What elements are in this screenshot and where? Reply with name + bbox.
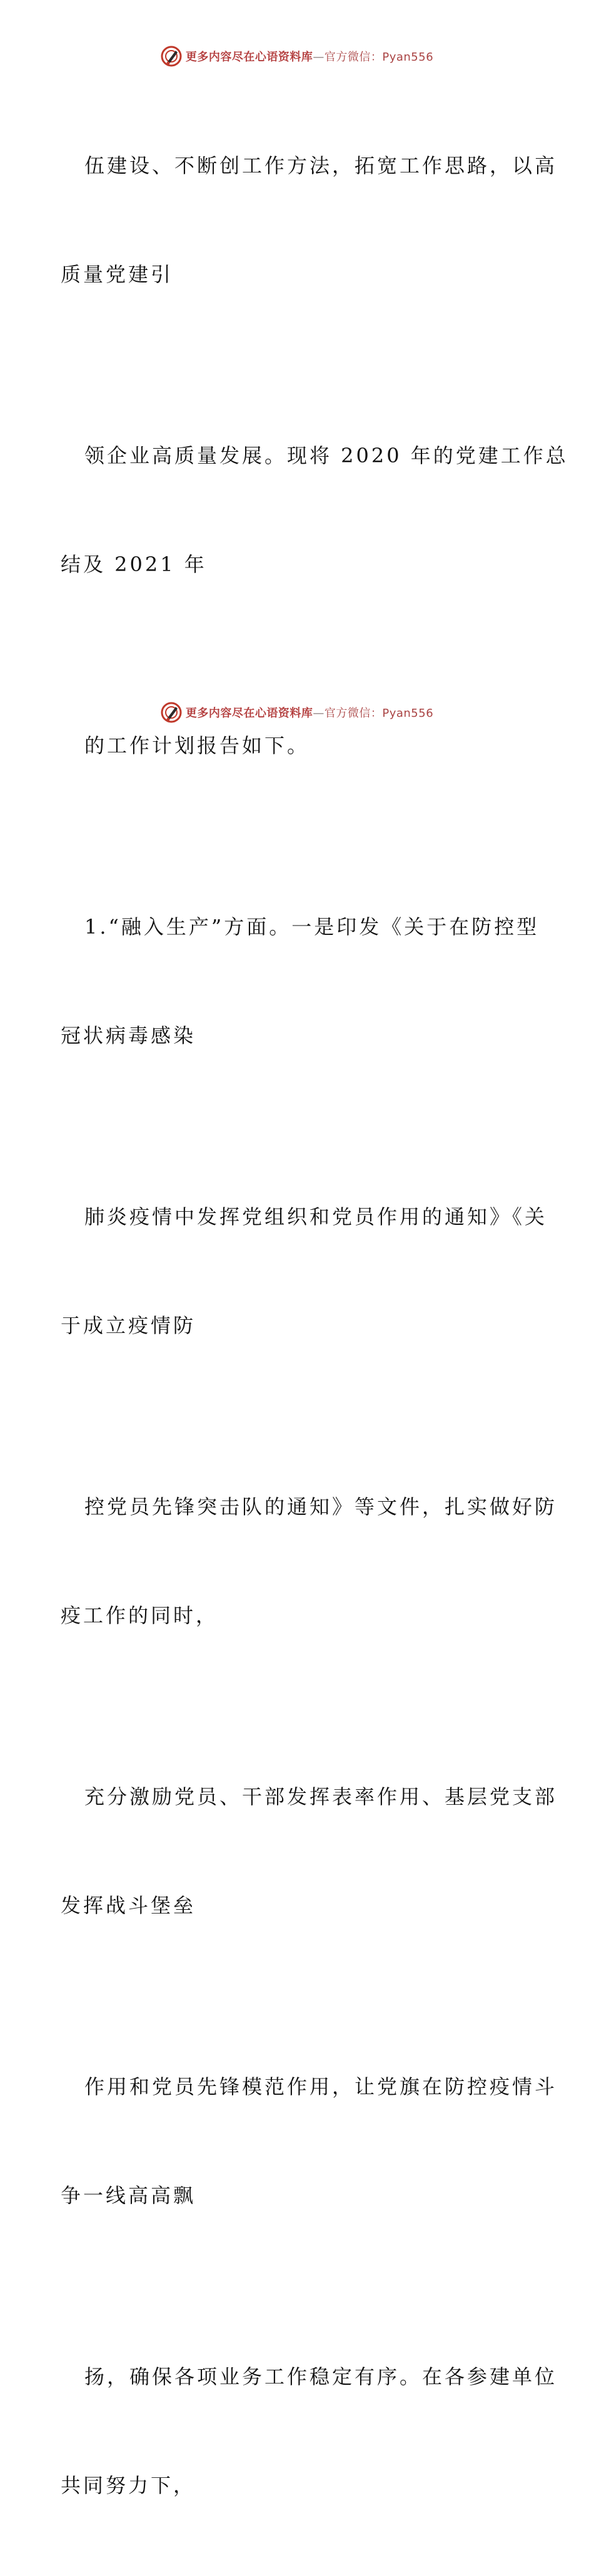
- paragraph-line: 发挥战斗堡垒: [61, 1894, 196, 1917]
- paragraph-line: 争一线高高飘: [61, 2184, 196, 2207]
- paragraph-line: 控党员先锋突击队的通知》等文件，扎实做好防: [84, 1495, 558, 1519]
- banner-wechat-text: 官方微信：Pyan556: [324, 51, 434, 64]
- banner-separator: —: [313, 707, 325, 720]
- paragraph-line: 共同努力下，: [61, 2474, 196, 2497]
- paragraph-line: 扬，确保各项业务工作稳定有序。在各参建单位: [84, 2365, 558, 2389]
- paragraph: [61, 836, 540, 1126]
- paragraph: [61, 75, 558, 365]
- paragraph-line: 质量党建引: [61, 262, 174, 286]
- paragraph-line: 结及 2021 年: [61, 552, 207, 576]
- paragraph: [61, 655, 536, 836]
- paragraph-line: 疫工作的同时，: [61, 1604, 219, 1627]
- banner-main-text: 更多内容尽在心语资料库: [185, 707, 313, 720]
- header-banner: [0, 44, 594, 69]
- paragraph: [61, 1416, 558, 1706]
- pen-nib-logo-icon: [161, 702, 182, 723]
- paragraph-line: 冠状病毒感染: [61, 1024, 196, 1047]
- paragraph: [61, 365, 568, 655]
- paragraph-line: 领企业高质量发展。现将 2020 年的党建工作总: [84, 444, 568, 467]
- banner-text: [186, 48, 433, 64]
- paragraph-line: 肺炎疫情中发挥党组织和党员作用的通知》《关: [84, 1205, 548, 1229]
- paragraph-line: 的工作计划报告如下。: [84, 734, 310, 757]
- document-body: [61, 75, 568, 2576]
- footer-banner: [0, 700, 594, 725]
- paragraph: [61, 1126, 548, 1416]
- pen-nib-logo-icon: [161, 46, 182, 67]
- paragraph-line: 1.“融入生产”方面。一是印发《关于在防控型: [84, 915, 540, 939]
- paragraph: [61, 1706, 558, 1996]
- banner-wechat-text: 官方微信：Pyan556: [324, 707, 434, 720]
- paragraph-line: 作用和党员先锋模范作用，让党旗在防控疫情斗: [84, 2075, 558, 2099]
- banner-main-text: 更多内容尽在心语资料库: [185, 51, 313, 64]
- paragraph-line: 于成立疫情防: [61, 1314, 196, 1337]
- paragraph-line: 充分激励党员、干部发挥表率作用、基层党支部: [84, 1785, 558, 1809]
- banner-separator: —: [313, 51, 325, 64]
- paragraph: [61, 1996, 558, 2286]
- paragraph-line: 伍建设、不断创工作方法，拓宽工作思路，以高: [84, 154, 558, 177]
- paragraph: [61, 2286, 558, 2576]
- banner-text: [186, 704, 433, 721]
